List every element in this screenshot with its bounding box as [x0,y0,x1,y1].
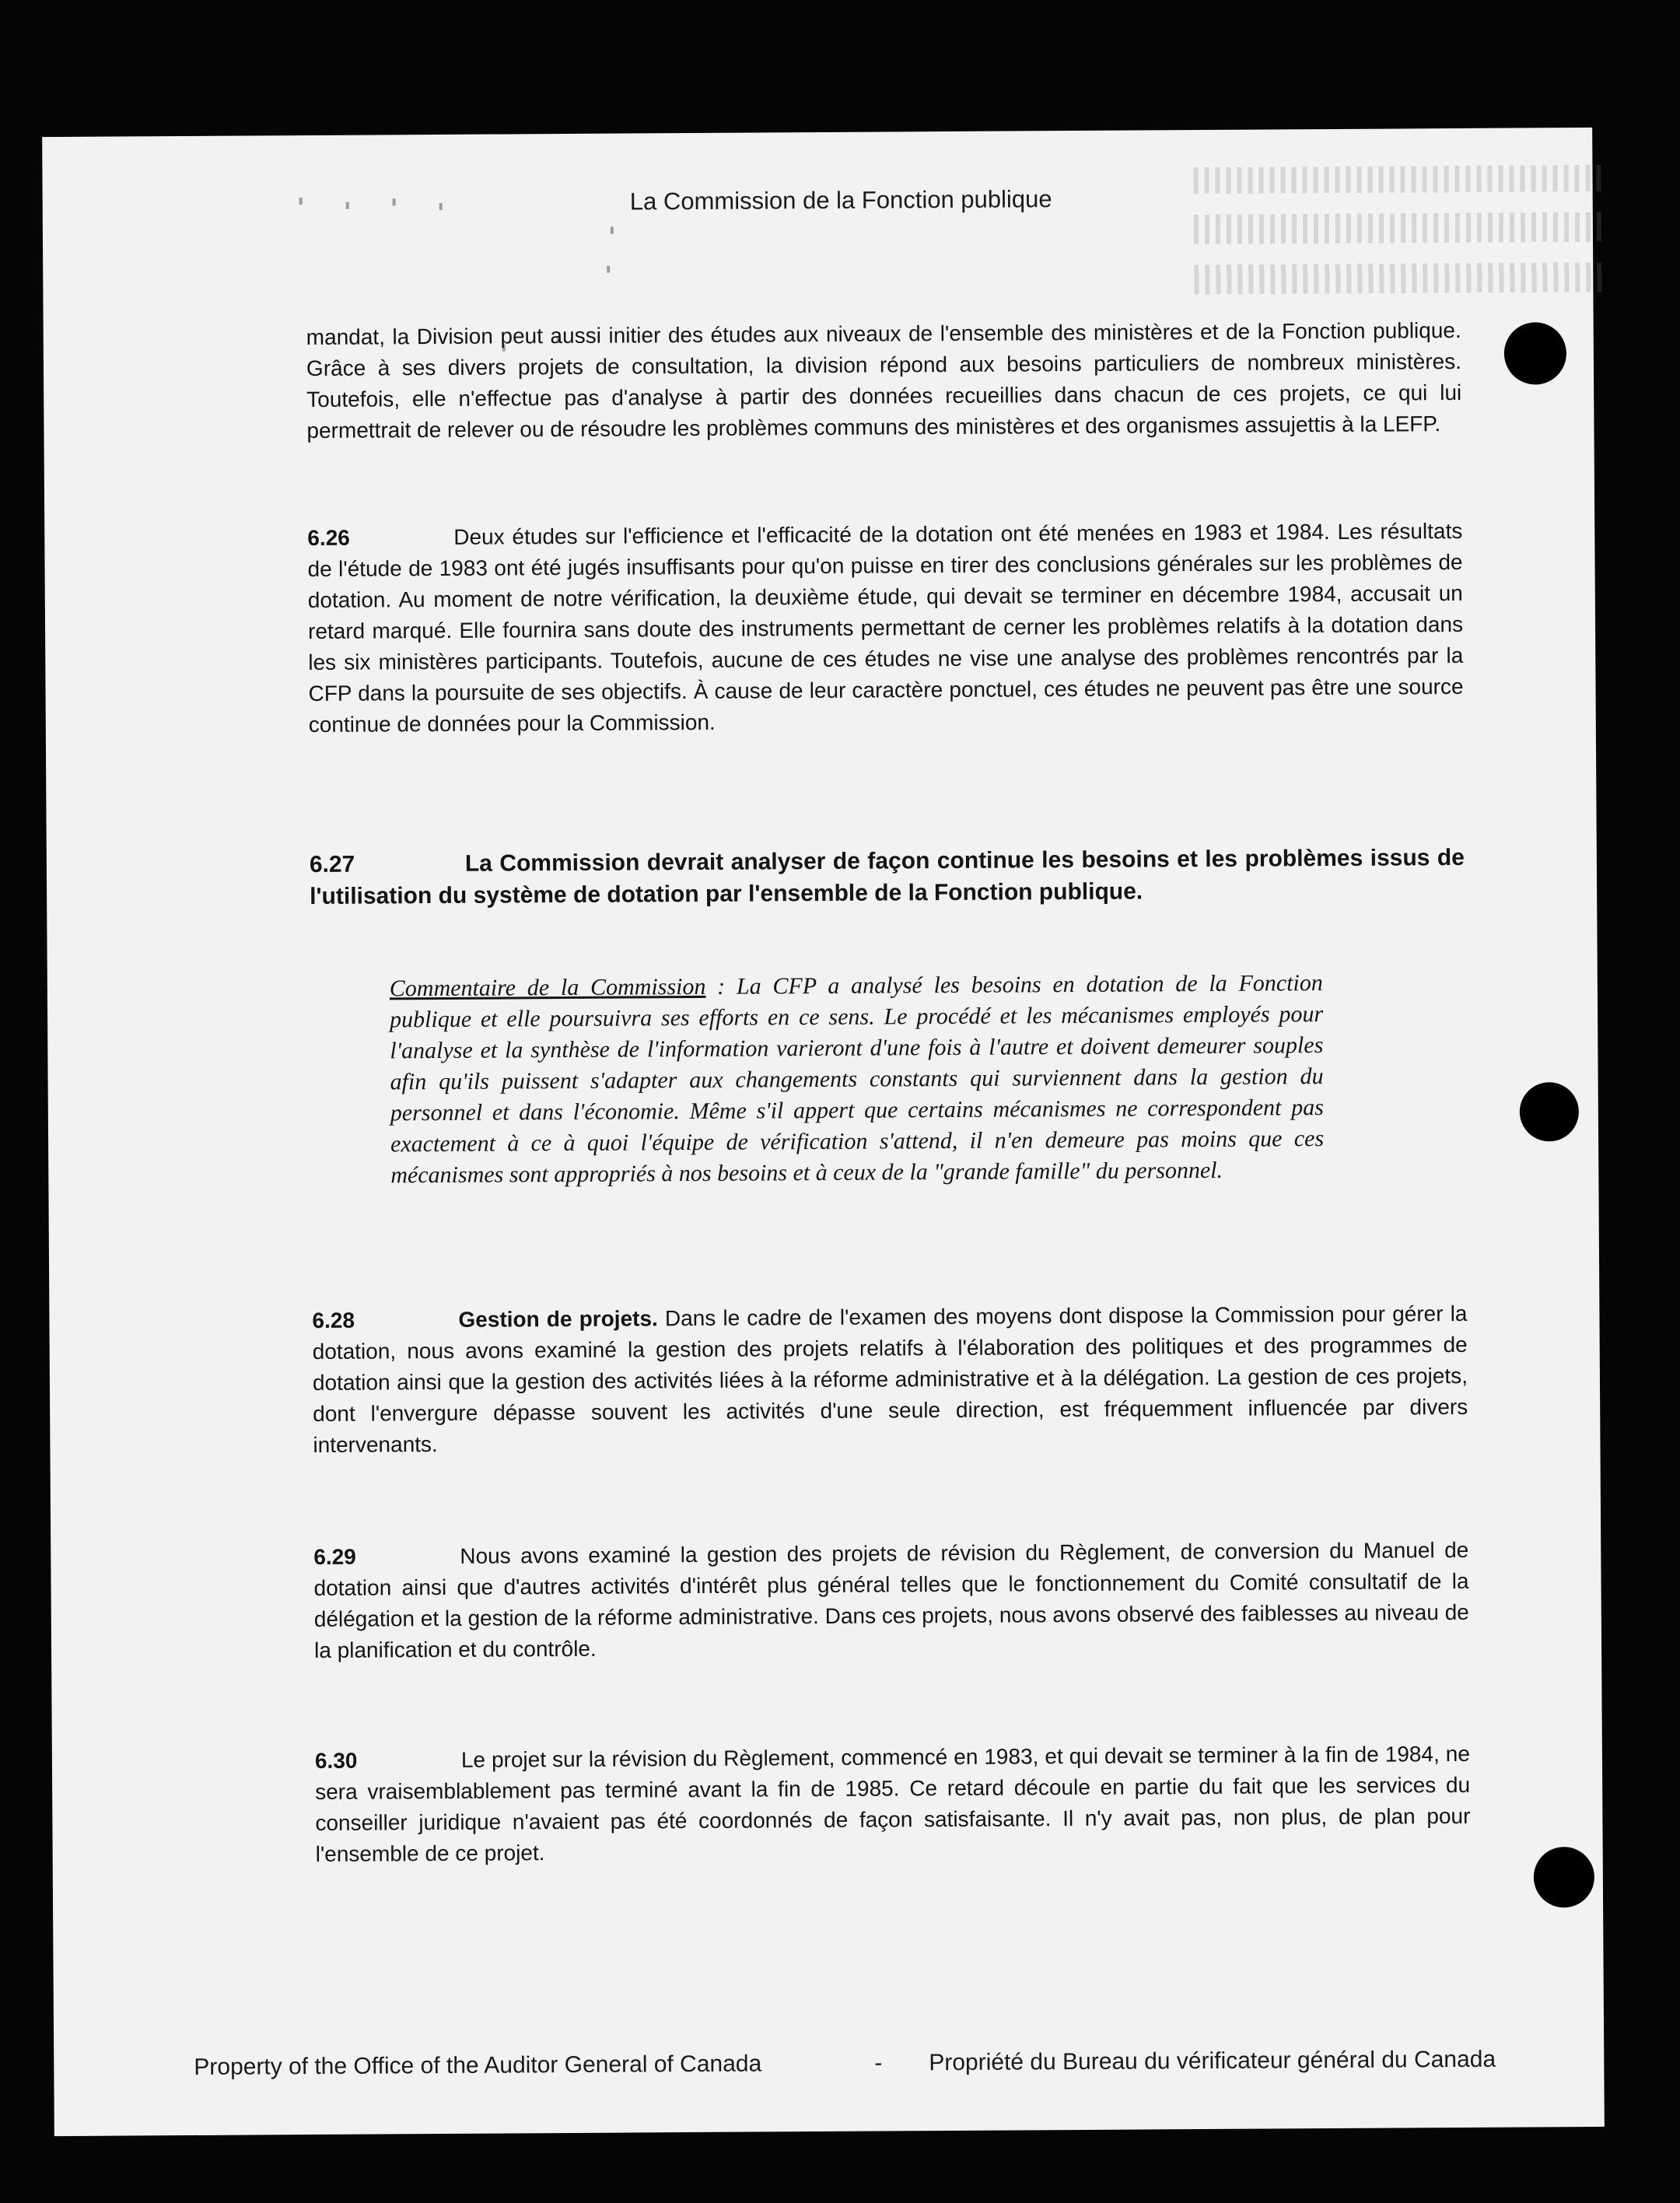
paragraph-text: Deux études sur l'efficience et l'efficacité de la dotation ont été menées en 1983 et 1984. Les résultats de l'étude de 1983 ont été jugés insuffisants pour qu'on puisse en tirer des conclusions générales sur les problèmes de dotation. Au moment de notre vérification, la deuxième étude, qui devait se terminer en décembre 1984, accusait un retard marqué. Elle fournira sans doute des instruments permettant de cerner les problèmes relatifs à la dotation dans les six ministères participants. Toutefois, aucune de ces études ne vise une analyse des problèmes rencontrés par la CFP dans la poursuite de ses objectifs. À cause de leur caractère ponctuel, ces études ne peuvent pas être une source continue de données pour la Commission. [307,518,1464,737]
paragraph-number: 6.30 [314,1748,358,1774]
paragraph-number: 6.29 [313,1544,356,1570]
paragraph-number: 6.28 [312,1308,355,1333]
footer-french: Propriété du Bureau du vérificateur général du Canada [929,2046,1496,2076]
footer-english: Property of the Office of the Auditor General of Canada [194,2051,762,2080]
paragraph-text: Le projet sur la révision du Règlement, commencé en 1983, et qui devait se terminer à la fin de 1984, ne sera vraisemblablement pas terminé avant la fin de 1985. Ce retard découle en partie du fait que les services du conseiller juridique n'avaient pas été coordonnés de façon satisfaisante. Il n'y avait pas, non plus, de plan pour l'ensemble de ce projet. [315,1741,1471,1867]
recommendation-6-27 [310,842,1465,912]
commentary-text: La CFP a analysé les besoins en dotation de la Fonction publique et elle poursuivra ses efforts en ce sens. Le procédé et les mécanismes employés pour l'analyse et la synthèse de l'information varieront d'une fois à l'autre et doivent demeurer souples afin qu'ils puissent s'adapter aux changements constants qui surviennent dans la gestion du personnel et dans l'économie. Même s'il appert que certains mécanismes ne correspondent pas exactement à ce à quoi l'équipe de vérification s'attend, il n'en demeure pas moins que ces mécanismes sont appropriés à nos besoins et à ceux de la "grande famille" du personnel. [390,970,1325,1189]
punch-hole [1504,322,1566,384]
punch-hole [1534,1847,1594,1907]
intro-paragraph: mandat, la Division peut aussi initier des études aux niveaux de l'ensemble des ministères et de la Fonction publique. Grâce à ses divers projets de consultation, la division répond aux besoins particuliers de nombreux ministères. Toutefois, elle n'effectue pas d'analyse à partir des données recueillies dans chacun de ces projets, ce qui lui permettrait de relever ou de résoudre les problèmes communs des ministères et des organismes assujettis à la LEFP. [306,317,1462,443]
recommendation-text: La Commission devrait analyser de façon continue les besoins et les problèmes issus de l'utilisation du système de dotation par l'ensemble de la Fonction publique. [310,844,1465,910]
commentary-separator: : [705,973,737,1000]
paragraph-6-30 [315,1739,1471,1870]
commission-commentary [390,968,1325,1191]
paragraph-6-28 [312,1298,1468,1461]
document-page [42,128,1605,2136]
paragraph-text: Nous avons examiné la gestion des projets de révision du Règlement, de conversion du Manuel de dotation ainsi que d'autres activités d'intérêt plus général telles que le fonctionnement du Comité consultatif de la délégation et la gestion de la réforme administrative. Dans ces projets, nous avons observé des faiblesses au niveau de la planification et du contrôle. [313,1537,1469,1663]
ownership-footer [194,2046,1542,2080]
footer-separator: - [874,2050,883,2076]
commentary-label: Commentaire de la Commission [389,973,706,1002]
paragraph-6-29 [313,1535,1469,1666]
page-header: La Commission de la Fonction publique [629,185,1052,215]
paragraph-number: 6.26 [307,525,350,551]
paragraph-text: Dans le cadre de l'examen des moyens dont dispose la Commission pour gérer la dotation, nous avons examiné la gestion des projets relatifs à l'élaboration des politiques et des programmes de dotation ainsi que la gestion des activités liées à la réforme administrative et à la délégation. La gestion de ces projets, dont l'envergure dépasse souvent les activités d'une seule direction, est fréquemment influencée par divers intervenants. [312,1301,1468,1458]
paragraph-number: 6.27 [309,851,355,878]
paragraph-heading: Gestion de projets. [458,1306,658,1332]
paragraph-6-26 [307,516,1464,741]
punch-hole [1520,1082,1579,1141]
